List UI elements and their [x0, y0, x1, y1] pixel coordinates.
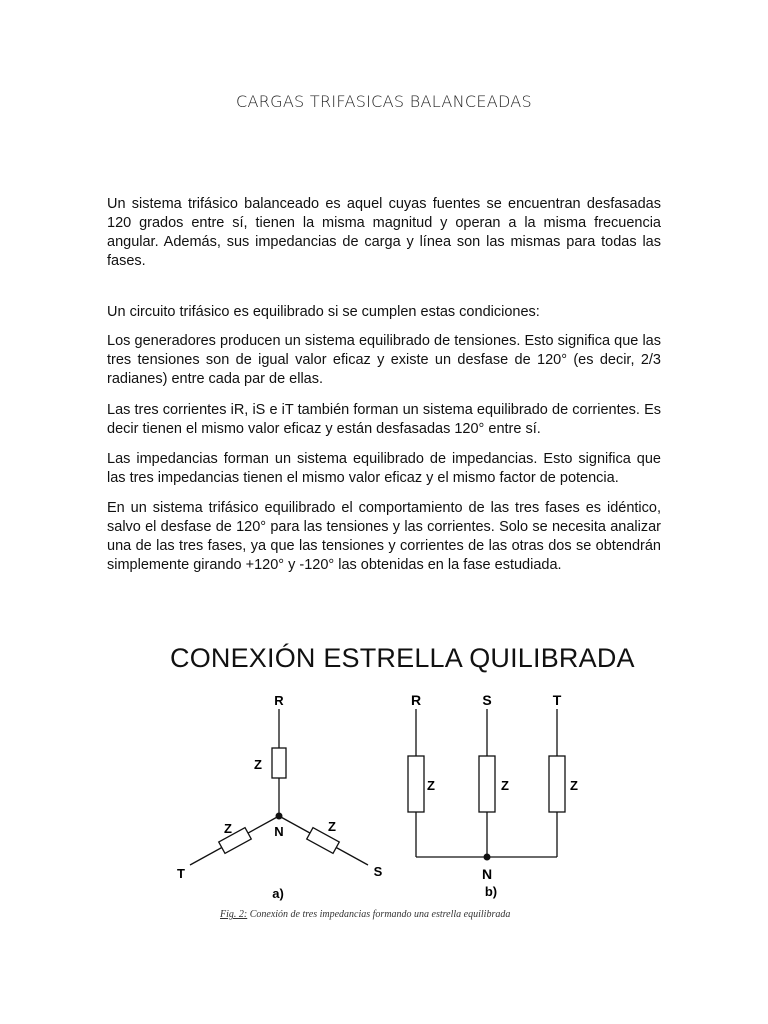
paragraph-analysis: En un sistema trifásico equilibrado el comportamiento de las tres fases es idéntico, salvo el desfase de 120° para las tensiones y las corrientes. Solo se necesita analizar una de las tres fases, ya que las tensiones y corrientes de las otras dos se obtendrán simplemente girando +120° y -120° las obtenidas en la fase estudiada.: [107, 500, 661, 573]
terminal-r-label-b: R: [410, 692, 422, 708]
diagram-a: [190, 709, 368, 865]
figure-number: Fig. 2:: [220, 909, 248, 920]
figure-caption: [220, 909, 510, 920]
terminal-t-label-a: T: [177, 866, 185, 881]
diagram-b-label: b): [484, 884, 498, 899]
star-connection-diagram: [160, 685, 610, 907]
impedance-label-a-r: Z: [254, 757, 262, 772]
paragraph-impedances: Las impedancias forman un sistema equilibrado de impedancias. Esto significa que las tres impedancias tienen el mismo valor eficaz y el mismo factor de potencia.: [107, 451, 661, 486]
diagram-a-label: a): [272, 886, 284, 901]
paragraph-conditions-intro: Un circuito trifásico es equilibrado si se cumplen estas condiciones:: [107, 304, 540, 320]
neutral-node-a: [276, 813, 283, 820]
impedance-label-a-t: Z: [224, 821, 232, 836]
impedance-label-b-t: Z: [570, 778, 578, 793]
terminal-t-label-b: T: [552, 692, 562, 708]
impedance-label-b-r: Z: [427, 778, 435, 793]
terminal-s-label-a: S: [373, 864, 383, 879]
paragraph-generators: Los generadores producen un sistema equilibrado de tensiones. Esto significa que las tres tensiones son de igual valor eficaz y existe un desfase de 120° (es decir, 2/3 radianes) entre cada par de ellas.: [107, 333, 661, 387]
terminal-r-label-a: R: [274, 693, 284, 708]
neutral-label-b: N: [481, 866, 493, 882]
neutral-label-a: N: [274, 824, 284, 839]
paragraph-definition: Un sistema trifásico balanceado es aquel cuyas fuentes se encuentran desfasadas 120 grados entre sí, tienen la misma magnitud y operan a la misma frecuencia angular. Además, sus impedancias de carga y línea son las mismas para todas las fases.: [107, 196, 661, 269]
section-heading: CONEXIÓN ESTRELLA QUILIBRADA: [170, 643, 635, 673]
impedance-label-a-s: Z: [328, 819, 336, 834]
paragraph-currents: Las tres corrientes iR, iS e iT también forman un sistema equilibrado de corrientes. Es decir tienen el mismo valor eficaz y están desfasadas 120° entre sí.: [107, 402, 661, 437]
neutral-node-b: [484, 854, 491, 861]
figure-caption-text: Conexión de tres impedancias formando una estrella equilibrada: [247, 909, 511, 920]
page-title: CARGAS TRIFASICAS BALANCEADAS: [235, 92, 533, 111]
impedance-label-b-s: Z: [501, 778, 509, 793]
terminal-s-label-b: S: [482, 692, 492, 708]
